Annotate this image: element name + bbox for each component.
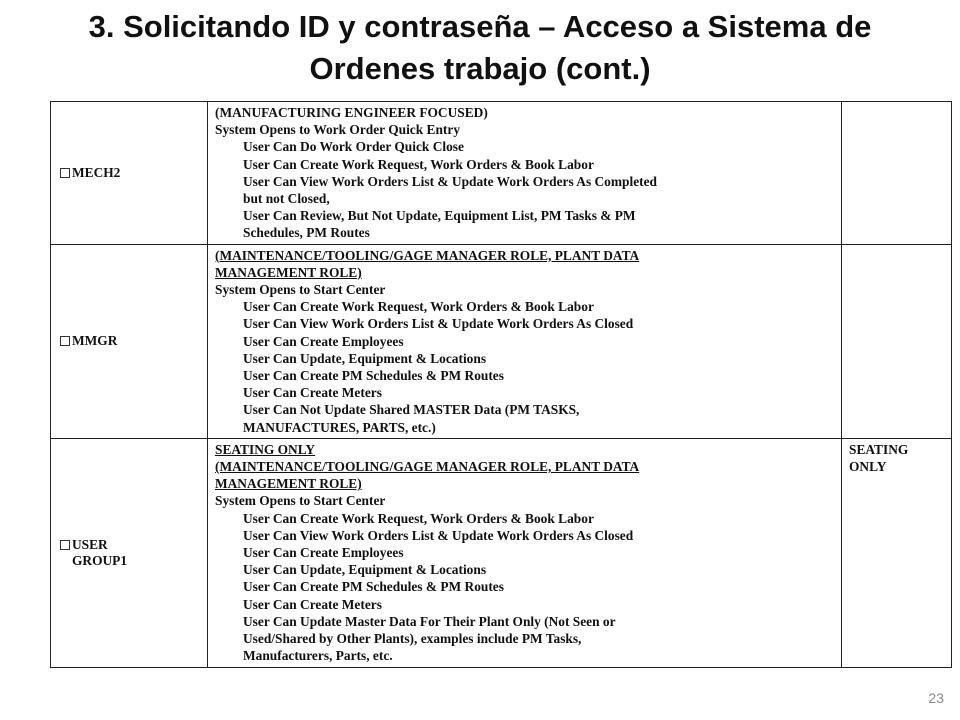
role-name: MECH2 xyxy=(72,164,121,180)
role-note-cell xyxy=(842,102,952,245)
role-name: MMGR xyxy=(72,333,118,349)
role-description-line: (MANUFACTURING ENGINEER FOCUSED) xyxy=(215,105,488,120)
role-name-cell xyxy=(51,102,208,245)
role-description-line: User Can View Work Orders List & Update Work Orders As Completed xyxy=(243,173,657,189)
role-description-line: MANAGEMENT ROLE) xyxy=(215,476,362,492)
role-description-line: but not Closed, xyxy=(243,191,330,207)
role-checkbox[interactable] xyxy=(60,336,70,346)
role-row-user-group1 xyxy=(51,438,952,667)
role-name-cell xyxy=(51,438,208,667)
role-description-line: MANUFACTURES, PARTS, etc.) xyxy=(243,419,436,435)
role-row-mmgr xyxy=(51,244,952,438)
role-description-line: User Can Create PM Schedules & PM Routes xyxy=(243,368,504,384)
role-description xyxy=(215,441,835,665)
role-description-line: System Opens to Start Center xyxy=(215,282,386,298)
role-description-line: User Can Update, Equipment & Locations xyxy=(243,562,487,578)
role-description-line: Schedules, PM Routes xyxy=(243,225,370,241)
role-description-line: System Opens to Start Center xyxy=(215,493,386,509)
role-description-line: User Can View Work Orders List & Update Work Orders As Closed xyxy=(243,527,634,543)
role-description-line: User Can Create Work Request, Work Orders & Book Labor xyxy=(243,299,594,315)
role-note-cell xyxy=(842,438,952,667)
role-description-line: (MAINTENANCE/TOOLING/GAGE MANAGER ROLE, PLANT DATA xyxy=(215,247,640,263)
role-description-line: User Can Create PM Schedules & PM Routes xyxy=(243,579,504,595)
role-description-line: User Can Not Update Shared MASTER Data (PM TASKS, xyxy=(243,402,580,418)
role-description-cell xyxy=(208,244,842,438)
role-description-line: User Can Create Work Request, Work Orders & Book Labor xyxy=(243,510,594,526)
role-description-line: User Can View Work Orders List & Update Work Orders As Closed xyxy=(243,316,634,332)
role-description-line: User Can Do Work Order Quick Close xyxy=(243,139,464,155)
role-description-cell xyxy=(208,102,842,245)
roles-table xyxy=(50,101,952,668)
page-number: 23 xyxy=(928,690,944,706)
role-description-line: User Can Create Employees xyxy=(243,333,404,349)
role-description-line: User Can Create Meters xyxy=(243,596,382,612)
role-description-line: System Opens to Work Order Quick Entry xyxy=(215,122,461,138)
role-description-line: MANAGEMENT ROLE) xyxy=(215,264,362,280)
role-description-line: User Can Create Meters xyxy=(243,385,382,401)
role-name: USER GROUP1 xyxy=(72,536,128,568)
role-description-line: User Can Create Employees xyxy=(243,545,404,561)
role-description xyxy=(215,104,835,242)
role-row-mech2 xyxy=(51,102,952,245)
role-description-line: User Can Update Master Data For Their Plant Only (Not Seen or xyxy=(243,613,616,629)
role-description-line: User Can Update, Equipment & Locations xyxy=(243,350,487,366)
slide-title-line-1: 3. Solicitando ID y contraseña – Acceso a Sistema de xyxy=(88,9,872,44)
slide-title xyxy=(0,6,960,90)
role-note-cell xyxy=(842,244,952,438)
role-description xyxy=(215,247,835,436)
role-description-line: Used/Shared by Other Plants), examples include PM Tasks, xyxy=(243,631,582,647)
role-description-line: Manufacturers, Parts, etc. xyxy=(243,648,393,664)
role-description-line: User Can Review, But Not Update, Equipment List, PM Tasks & PM xyxy=(243,208,636,224)
role-description-line: (MAINTENANCE/TOOLING/GAGE MANAGER ROLE, PLANT DATA xyxy=(215,459,640,475)
slide-title-line-2: Ordenes trabajo (cont.) xyxy=(309,51,651,86)
role-checkbox[interactable] xyxy=(60,168,70,178)
role-description-line: SEATING ONLY xyxy=(215,441,316,457)
role-description-cell xyxy=(208,438,842,667)
role-description-line: User Can Create Work Request, Work Orders & Book Labor xyxy=(243,156,594,172)
role-note: SEATING ONLY xyxy=(849,441,909,474)
role-checkbox[interactable] xyxy=(60,540,70,550)
role-name-cell xyxy=(51,244,208,438)
